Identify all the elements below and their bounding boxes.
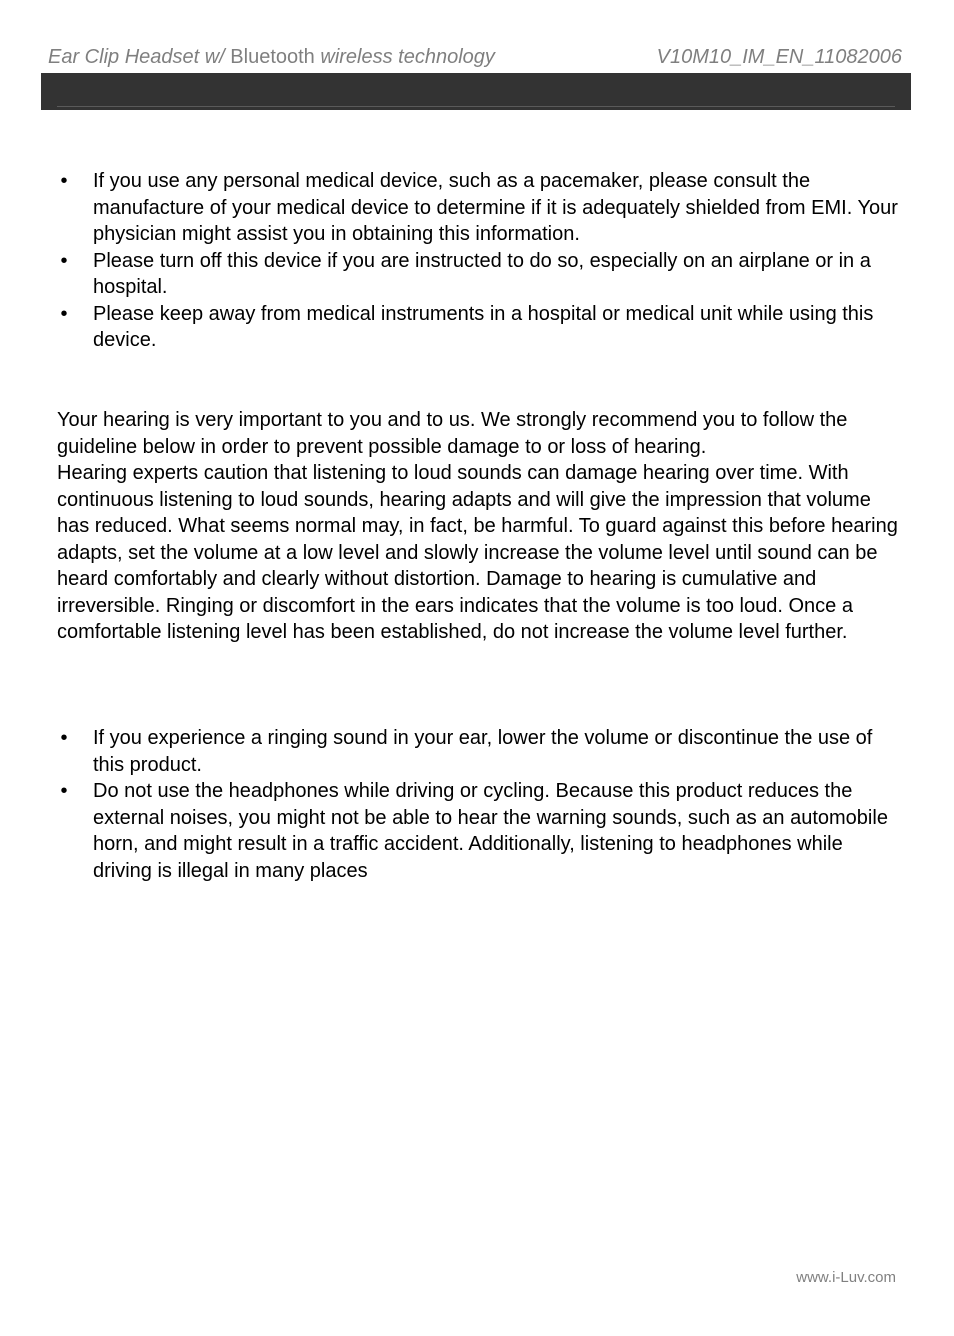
safety-bullet-list (57, 725, 907, 884)
medical-device-section (57, 168, 907, 354)
hearing-caution-paragraph: Hearing experts caution that listening to loud sounds can damage hearing over time. With continuous listening to loud sounds, hearing adapts and will give the impression that volume has reduced. What seems normal may, in fact, be harmful. To guard against this before hearing adapts, set the volume at a low level and slowly increase the volume level until sound can be heard comfortably and clearly without distortion. Damage to hearing is cumulative and irreversible. Ringing or discomfort in the ears indicates that the volume is too loud. Once a comfortable listening level has been established, do not increase the volume level further. (57, 462, 898, 643)
header-bar (41, 73, 911, 110)
document-title (48, 46, 495, 69)
medical-bullet-list (57, 168, 907, 354)
list-item-text: If you use any personal medical device, such as a pacemaker, please consult the manufacture of your medical device to determine if it is adequately shielded from EMI. Your physician might assist you in obtaining this information. (93, 170, 898, 245)
page-header (48, 46, 902, 74)
bullet-icon: • (60, 302, 68, 325)
list-item-text: Please turn off this device if you are instructed to do so, especially on an airplane or in a hospital. (93, 249, 871, 298)
header-bar-rule (57, 106, 895, 107)
list-item (57, 725, 907, 778)
title-part-1: Ear Clip Headset w/ (48, 46, 231, 68)
list-item (57, 248, 907, 301)
list-item (57, 168, 907, 248)
hearing-intro-paragraph: Your hearing is very important to you and to us. We strongly recommend you to follow the guideline below in order to prevent possible damage to or loss of hearing. (57, 409, 848, 458)
list-item (57, 778, 907, 884)
bullet-icon: • (60, 249, 68, 272)
title-part-bluetooth: Bluetooth (230, 46, 315, 68)
bullet-icon: • (60, 780, 68, 802)
list-item-text: Please keep away from medical instruments in a hospital or medical unit while using this device. (93, 302, 874, 351)
bullet-icon: • (60, 170, 68, 192)
title-part-3: wireless technology (314, 46, 495, 68)
list-item-text: If you experience a ringing sound in your ear, lower the volume or discontinue the use of this product. (93, 727, 873, 776)
footer-url: www.i-Luv.com (796, 1269, 896, 1286)
list-item (57, 301, 907, 354)
bullet-icon: • (60, 727, 68, 749)
hearing-section (57, 407, 902, 646)
list-item-text: Do not use the headphones while driving or cycling. Because this product reduces the external noises, you might not be able to hear the warning sounds, such as an automobile horn, and might result in a traffic accident. Additionally, listening to headphones while driving is illegal in many places (93, 780, 888, 882)
document-code: V10M10_IM_EN_11082006 (656, 46, 902, 68)
headphone-safety-section (57, 725, 907, 884)
